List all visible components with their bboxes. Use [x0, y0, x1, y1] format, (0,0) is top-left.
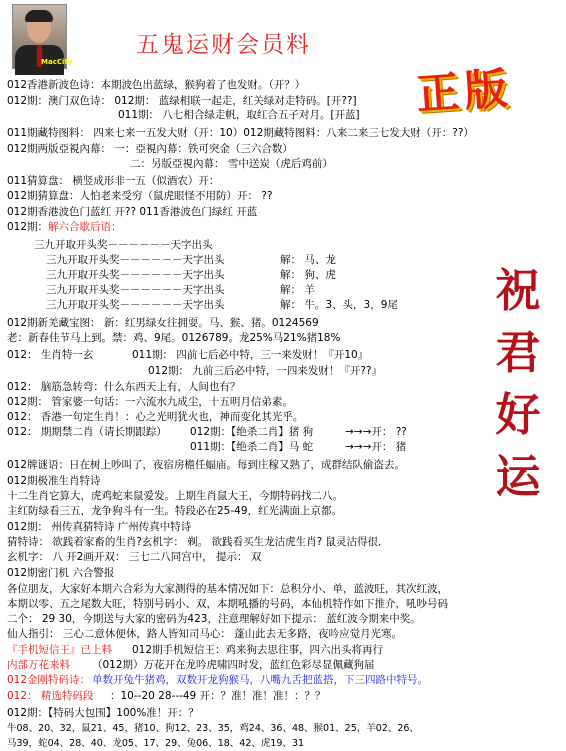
text-line: 012期密门机 六合警报: [7, 567, 115, 579]
page-title: 五鬼运财会员料: [136, 32, 311, 58]
authentic-badge: 正版: [414, 63, 514, 121]
text-line: 012期： 州传真猜特诗 广州传真中特诗: [7, 521, 192, 533]
text-line: 012： 香港一句定生肖！：心之光明犹火也，神而变化其光乎。: [7, 411, 304, 423]
text-line: 三九开取开头奖－－－－－－天字出头: [46, 254, 225, 266]
text-line: 012： 期期禁二肖（请长期跟踪）: [7, 426, 167, 438]
text-line: 三九开取开头奖－－－－－－天字出头: [46, 284, 225, 296]
text-line: 012期：澳门双色诗： 012期： 蓝绿相联一起走，红关绿对走特码。[开??]: [7, 95, 357, 107]
text-line: 012期：: [7, 221, 49, 233]
text-line: 012期香港波色门蓝红 开?? 011香港波色门绿红 开蓝: [7, 206, 258, 218]
section-heading: 解六合歇后语：: [48, 221, 122, 233]
text-line: 解： 狗、虎: [280, 269, 336, 281]
text-line: 三九开取开头奖－－－－－－天字出头: [34, 239, 213, 251]
text-line: 012期： 管家婆一句话：一六流水九成尘，十五明月信弟素。: [7, 396, 293, 408]
text-line: →→→开： ??: [345, 426, 407, 438]
text-line: 牛08、20、32，鼠21、45，猪10、狗12、23、35，鸡24、36、48、猴01、25，羊02、26、: [7, 723, 419, 734]
text-line: 011期： 八七相合绿走帆，取红合五子对月。[开蓝]: [118, 109, 360, 121]
text-line: （012期）万花开在龙吟虎啸四时发，蓝红色彩尽显佩藏狗届: [92, 659, 375, 671]
text-line: 马39，蛇04、28、40、龙05、17、29、兔06、18、42、虎19、31: [7, 738, 305, 749]
text-line: 解： 羊: [280, 284, 315, 296]
text-line: 单数开兔牛猪鸡，双数开龙狗猴马，八嘴九舌把蓝搭，下三四路中特号。: [92, 674, 428, 686]
text-line: 老：新春佳节马上到。禁：鸡、9尾。0126789。龙25%马21%猪18%: [7, 332, 341, 344]
text-line: 012期新羌藏宝图： 新：红男绿女往拥耍。马、猴、猪。0124569: [7, 317, 319, 329]
text-line: 仙人指引： 三心二意休便休，路人皆知司马心： 蓬山此去无多路，夜吟应觉月光寒。: [7, 628, 403, 640]
text-line: 011期：【绝杀二肖】马 蛇: [190, 441, 314, 453]
text-line: 012期手机短信王：鸡来狗去思往事，四六出头将再行: [132, 644, 384, 656]
text-line: 解： 牛。3、头，3，9尾: [280, 299, 398, 311]
text-line: 主红防绿看三五，龙争狗斗有一生。特段必在25-49，红光满面上京都。: [7, 505, 343, 517]
text-line: 各位朋友，大家好本期六合彩为大家测得的基本情况如下：总积分小、单，蓝波旺，其次红波，: [7, 583, 448, 595]
text-line: 011期藏特图料： 四来七来一五发大财（开：10）012期藏特图料：八来二来三七发大财（开：??）: [7, 127, 474, 139]
text-line: 012期两版亞視內幕： 一：亞視內幕：铁可突金（三六合数）: [7, 143, 293, 155]
text-line: 012期： 九前三后必中特，一四来发财！『开??』: [148, 365, 383, 377]
text-line: 012牌谜语：日在树上吵叫了，夜宿房檐任蝠庙。每到庄稼又熟了，成群结队偷盗去。: [7, 459, 406, 471]
author-photo: MacCity: [12, 4, 67, 69]
text-line: 解： 马、龙: [280, 254, 336, 266]
text-line: 012： 脑筋急转弯：什么东西天上有，人间也有？: [7, 381, 241, 393]
text-line: 011猜算盘： 横竖成形非一五（似酒农）开：: [7, 175, 220, 187]
section-heading: 012金刚特码诗：: [7, 674, 91, 686]
text-line: 三九开取开头奖－－－－－－天字出头: [46, 299, 225, 311]
text-line: 012期：【绝杀二肖】猪 狗: [190, 426, 314, 438]
text-line: →→→开： 猪: [345, 441, 407, 453]
text-line: 玄机字： 八 开2画开双： 三七二八同宫中， 提示： 双: [7, 551, 262, 563]
text-line: 012期极准生肖特诗: [7, 475, 101, 487]
vertical-slogan: 祝君好运: [495, 264, 541, 503]
text-line: 二个： 29 30，今期送与大家的密码为423，注意理解好如下提示： 蓝红波今期来中奖。: [7, 613, 421, 625]
section-heading: 内部万花来料: [7, 659, 70, 671]
text-line: 三九开取开头奖－－－－－－天字出头: [46, 269, 225, 281]
text-line: 012香港新波色诗：本期波色出蓝绿，猴狗着了也发财。（开？）: [7, 79, 306, 91]
text-line: 十二生肖它算大，虎鸡蛇来鼠爱发。上期生肖鼠大王，今期特码找二八。: [7, 490, 343, 502]
text-line: 011期： 四前七后必中特，三一来发财！『开10』: [132, 349, 369, 361]
text-line: ：10--20 28---49 开：？准！准！准！：？？: [110, 690, 326, 702]
text-line: 二：另版亞視內幕： 雪中送炭（虎后鸡前）: [130, 158, 333, 170]
text-line: 012期猜算盘：人怕老来受穷（鼠虎眼怪不用防）开： ??: [7, 190, 273, 202]
section-heading: 『手机短信王』已上料: [7, 644, 112, 656]
text-line: 012期：【特码大包围】100%准！开：？: [7, 707, 199, 719]
text-line: 012： 生肖特一玄: [7, 349, 94, 361]
text-line: 猜特诗： 欲践着家畜的生肖?玄机字： 剃。 欲践看买生龙沽虎生肖? 鼠灵沽得很．: [7, 536, 389, 548]
section-heading: 012： 精选特码段: [7, 690, 94, 702]
text-line: 本期以零、五之尾数大旺，特别号码小、双，本期吼播的号码，本仙机特作如下推介，吼吵号码: [7, 598, 448, 610]
